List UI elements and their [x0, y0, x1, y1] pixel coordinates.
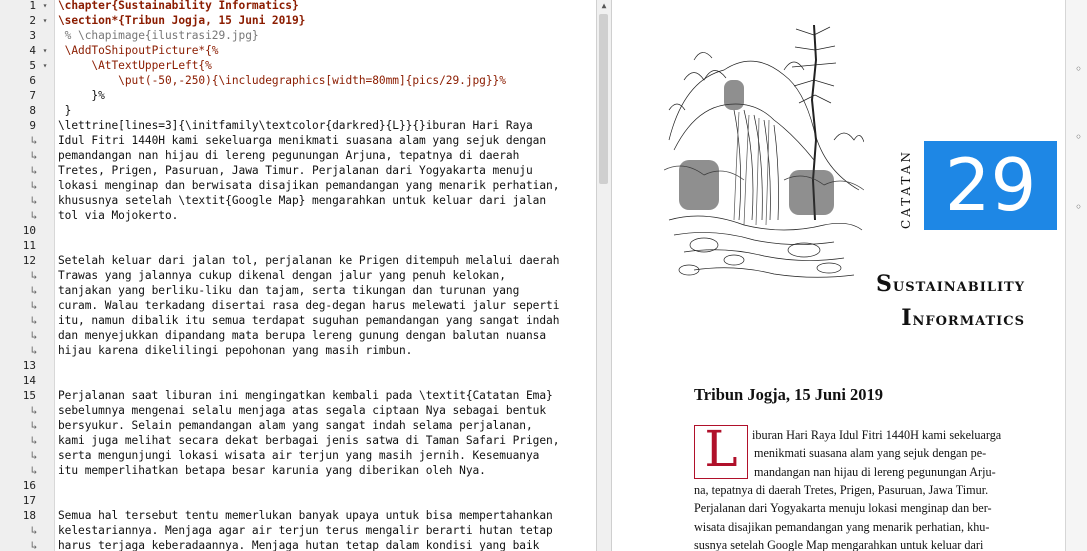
fold-toggle-icon[interactable]: ▾: [42, 61, 48, 70]
wrap-indicator-icon: ↳: [30, 404, 38, 417]
code-line[interactable]: [0, 433, 596, 448]
chapter-title-line-1: [782, 268, 1025, 302]
code-line[interactable]: [0, 268, 596, 283]
code-line[interactable]: [0, 163, 596, 178]
fold-toggle-icon[interactable]: ▾: [42, 16, 48, 25]
line-number: 11: [22, 239, 36, 252]
wrap-indicator-icon: ↳: [30, 269, 38, 282]
code-line[interactable]: [0, 178, 596, 193]
line-number: 13: [22, 359, 36, 372]
line-number: 18: [22, 509, 36, 522]
code-line[interactable]: [0, 148, 596, 163]
preview-body-line: iburan Hari Raya Idul Fitri 1440H kami sekeluarga: [752, 428, 1002, 442]
code-line[interactable]: [0, 373, 596, 388]
line-number: 3: [29, 29, 36, 42]
code-line-text[interactable]: Trawas yang jalannya cukup dikenal dengan jalur yang penuh kelokan,: [58, 269, 506, 282]
code-line-text[interactable]: dan menyejukkan dipandang mata berupa lereng gunung dengan balutan nuansa: [58, 329, 547, 342]
line-number: 6: [29, 74, 36, 87]
code-line[interactable]: [0, 403, 596, 418]
code-line[interactable]: [0, 118, 596, 133]
code-line-text[interactable]: hijau karena dikelilingi pepohonan yang masih rimbun.: [58, 344, 413, 357]
code-line[interactable]: [0, 58, 596, 73]
code-line-text[interactable]: kelestariannya. Menjaga agar air terjun terus mengalir berarti hutan tetap: [58, 524, 553, 537]
code-line[interactable]: [0, 493, 596, 508]
code-line[interactable]: [0, 223, 596, 238]
code-line-text[interactable]: \AddToShipoutPicture*{%: [58, 44, 219, 57]
wrap-indicator-icon: ↳: [30, 329, 38, 342]
line-number: 2: [29, 14, 36, 27]
code-line-text[interactable]: \lettrine[lines=3]{\initfamily\textcolor{darkred}{L}}{}iburan Hari Raya: [58, 119, 533, 132]
code-line-text[interactable]: Semua hal tersebut tentu memerlukan banyak upaya untuk bisa mempertahankan: [58, 509, 553, 522]
code-line-text[interactable]: Tretes, Prigen, Pasuruan, Jawa Timur. Perjalanan dari Yogyakarta menuju: [58, 164, 533, 177]
line-number: 1: [29, 0, 36, 12]
code-line-text[interactable]: serta mengunjungi lokasi wisata air terjun yang masih jernih. Kesemuanya: [58, 449, 540, 462]
code-line[interactable]: [0, 388, 596, 403]
line-number: 10: [22, 224, 36, 237]
code-line[interactable]: [0, 328, 596, 343]
wrap-indicator-icon: ↳: [30, 164, 38, 177]
code-line-text[interactable]: \put(-50,-250){\includegraphics[width=80mm]{pics/29.jpg}}%: [58, 74, 506, 87]
wrap-indicator-icon: ↳: [30, 149, 38, 162]
catatan-label: [898, 140, 914, 230]
code-line-text[interactable]: lokasi menginap dan berwisata disajikan pemandangan yang menarik perhatian,: [58, 179, 560, 192]
code-line-text[interactable]: itu memperlihatkan betapa besar karunia yang diberikan oleh Nya.: [58, 464, 486, 477]
code-line-text[interactable]: tol via Mojokerto.: [58, 209, 179, 222]
code-line-text[interactable]: % \chapimage{ilustrasi29.jpg}: [58, 29, 259, 42]
code-line-text[interactable]: Setelah keluar dari jalan tol, perjalanan ke Prigen ditempuh melalui daerah: [58, 254, 560, 267]
code-line-text[interactable]: harus terjaga keberadaannya. Menjaga hutan tetap dalam kondisi yang baik: [58, 539, 540, 551]
code-line-text[interactable]: itu, namun dibalik itu semua terdapat suguhan pemandangan yang sangat indah: [58, 314, 560, 327]
pdf-preview-pane[interactable]: [611, 0, 1066, 551]
code-line-text[interactable]: \AtTextUpperLeft{%: [58, 59, 212, 72]
wrap-indicator-icon: ↳: [30, 299, 38, 312]
code-line-text[interactable]: khususnya setelah \textit{Google Map} mengarahkan untuk keluar dari jalan: [58, 194, 547, 207]
code-line-text[interactable]: bersyukur. Selain pemandangan alam yang sangat indah selama perjalanan,: [58, 419, 533, 432]
code-line[interactable]: [0, 523, 596, 538]
wrap-indicator-icon: ↳: [30, 134, 38, 147]
line-number: 12: [22, 254, 36, 267]
code-line[interactable]: [0, 208, 596, 223]
wrap-indicator-icon: ↳: [30, 194, 38, 207]
dropcap-ornament: [694, 420, 748, 479]
code-line[interactable]: [0, 253, 596, 268]
preview-scrollbar[interactable]: [1065, 0, 1087, 551]
code-line-text[interactable]: tanjakan yang berliku-liku dan tajam, serta tikungan dan turunan yang: [58, 284, 520, 297]
code-line-text[interactable]: Idul Fitri 1440H kami sekeluarga menikmati suasana alam yang sejuk dengan: [58, 134, 547, 147]
code-line[interactable]: [0, 88, 596, 103]
code-line-text[interactable]: \chapter{Sustainability Informatics}: [58, 0, 299, 12]
code-line[interactable]: [0, 73, 596, 88]
code-line[interactable]: [0, 133, 596, 148]
editor-scrollbar-thumb[interactable]: [599, 14, 608, 184]
chapter-title-line-2-initial: I: [901, 305, 913, 331]
code-line[interactable]: [0, 313, 596, 328]
code-line[interactable]: [0, 193, 596, 208]
line-number: 9: [29, 119, 36, 132]
chapter-number-box: 29: [924, 141, 1057, 230]
wrap-indicator-icon: ↳: [30, 344, 38, 357]
wrap-indicator-icon: ↳: [30, 314, 38, 327]
code-line-text[interactable]: kami juga melihat secara dekat berbagai jenis satwa di Taman Safari Prigen,: [58, 434, 560, 447]
chapter-title: [782, 268, 1025, 336]
line-number: 4: [29, 44, 36, 57]
scroll-marker-icon: ◦: [1075, 62, 1083, 76]
line-number: 14: [22, 374, 36, 387]
code-line[interactable]: [0, 13, 596, 28]
line-number: 7: [29, 89, 36, 102]
code-line[interactable]: [0, 0, 596, 13]
wrap-indicator-icon: ↳: [30, 419, 38, 432]
line-number: 5: [29, 59, 36, 72]
code-line[interactable]: [0, 238, 596, 253]
code-line[interactable]: [0, 358, 596, 373]
line-number: 8: [29, 104, 36, 117]
wrap-indicator-icon: ↳: [30, 524, 38, 537]
code-line[interactable]: [0, 283, 596, 298]
scroll-marker-icon: ◦: [1075, 130, 1083, 144]
wrap-indicator-icon: ↳: [30, 464, 38, 477]
preview-body-line: na, tepatnya di daerah Tretes, Prigen, Pasuruan, Jawa Timur.: [694, 482, 989, 497]
wrap-indicator-icon: ↳: [30, 179, 38, 192]
code-line[interactable]: [0, 508, 596, 523]
fold-toggle-icon[interactable]: ▾: [42, 46, 48, 55]
scroll-marker-icon: ◦: [1075, 200, 1083, 214]
editor-scrollbar[interactable]: [596, 0, 611, 551]
dropcap-letter: L: [704, 420, 738, 478]
code-line-text[interactable]: sebelumnya mengenai selalu menjaga atas segala ciptaan Nya sebagai bentuk: [58, 404, 547, 417]
code-line-text[interactable]: }%: [58, 89, 105, 102]
code-line[interactable]: [0, 343, 596, 358]
line-number: 15: [22, 389, 36, 402]
preview-body-line: mandangan nan hijau di lereng pegunungan Arju-: [754, 464, 996, 479]
section-title: Tribun Jogja, 15 Juni 2019: [694, 385, 884, 404]
code-line[interactable]: [0, 463, 596, 478]
code-line[interactable]: [0, 28, 596, 43]
code-line[interactable]: [0, 448, 596, 463]
code-line[interactable]: [0, 103, 596, 118]
chapter-title-line-1-initial: S: [876, 271, 893, 297]
preview-body-line: menikmati suasana alam yang sejuk dengan pe-: [754, 446, 987, 461]
code-line-text[interactable]: Perjalanan saat liburan ini mengingatkan kembali pada \textit{Catatan Ema}: [58, 389, 553, 402]
code-line[interactable]: [0, 298, 596, 313]
preview-body-line: Perjalanan dari Yogyakarta menuju lokasi menginap dan ber-: [694, 501, 992, 516]
line-number: 17: [22, 494, 36, 507]
wrap-indicator-icon: ↳: [30, 434, 38, 447]
scroll-up-arrow-icon[interactable]: ▲: [601, 1, 607, 10]
wrap-indicator-icon: ↳: [30, 209, 38, 222]
chapter-title-line-2: [782, 302, 1025, 336]
wrap-indicator-icon: ↳: [30, 539, 38, 551]
line-number: 16: [22, 479, 36, 492]
preview-body-line: susnya setelah Google Map mengarahkan untuk keluar dari: [694, 537, 984, 551]
wrap-indicator-icon: ↳: [30, 284, 38, 297]
preview-body-line: wisata disajikan pemandangan yang menarik perhatian, khu-: [694, 519, 990, 534]
code-line-text[interactable]: curam. Walau terkadang disertai rasa deg-degan harus melewati jalur seperti: [58, 299, 560, 312]
code-line-text[interactable]: }: [58, 104, 72, 117]
code-line-text[interactable]: pemandangan nan hijau di lereng pegunungan Arjuna, tepatnya di daerah: [58, 149, 520, 162]
code-line[interactable]: [0, 538, 596, 551]
waterfall-illustration: [664, 20, 864, 292]
fold-toggle-icon[interactable]: ▾: [42, 1, 48, 10]
chapter-title-line-2-rest: nformatics: [912, 308, 1025, 330]
catatan-text: CATATAN: [899, 148, 913, 229]
code-line[interactable]: [0, 43, 596, 58]
code-line-text[interactable]: \section*{Tribun Jogja, 15 Juni 2019}: [58, 14, 306, 27]
chapter-title-line-1-rest: ustainability: [892, 274, 1025, 296]
wrap-indicator-icon: ↳: [30, 449, 38, 462]
code-line[interactable]: [0, 418, 596, 433]
code-line[interactable]: [0, 478, 596, 493]
